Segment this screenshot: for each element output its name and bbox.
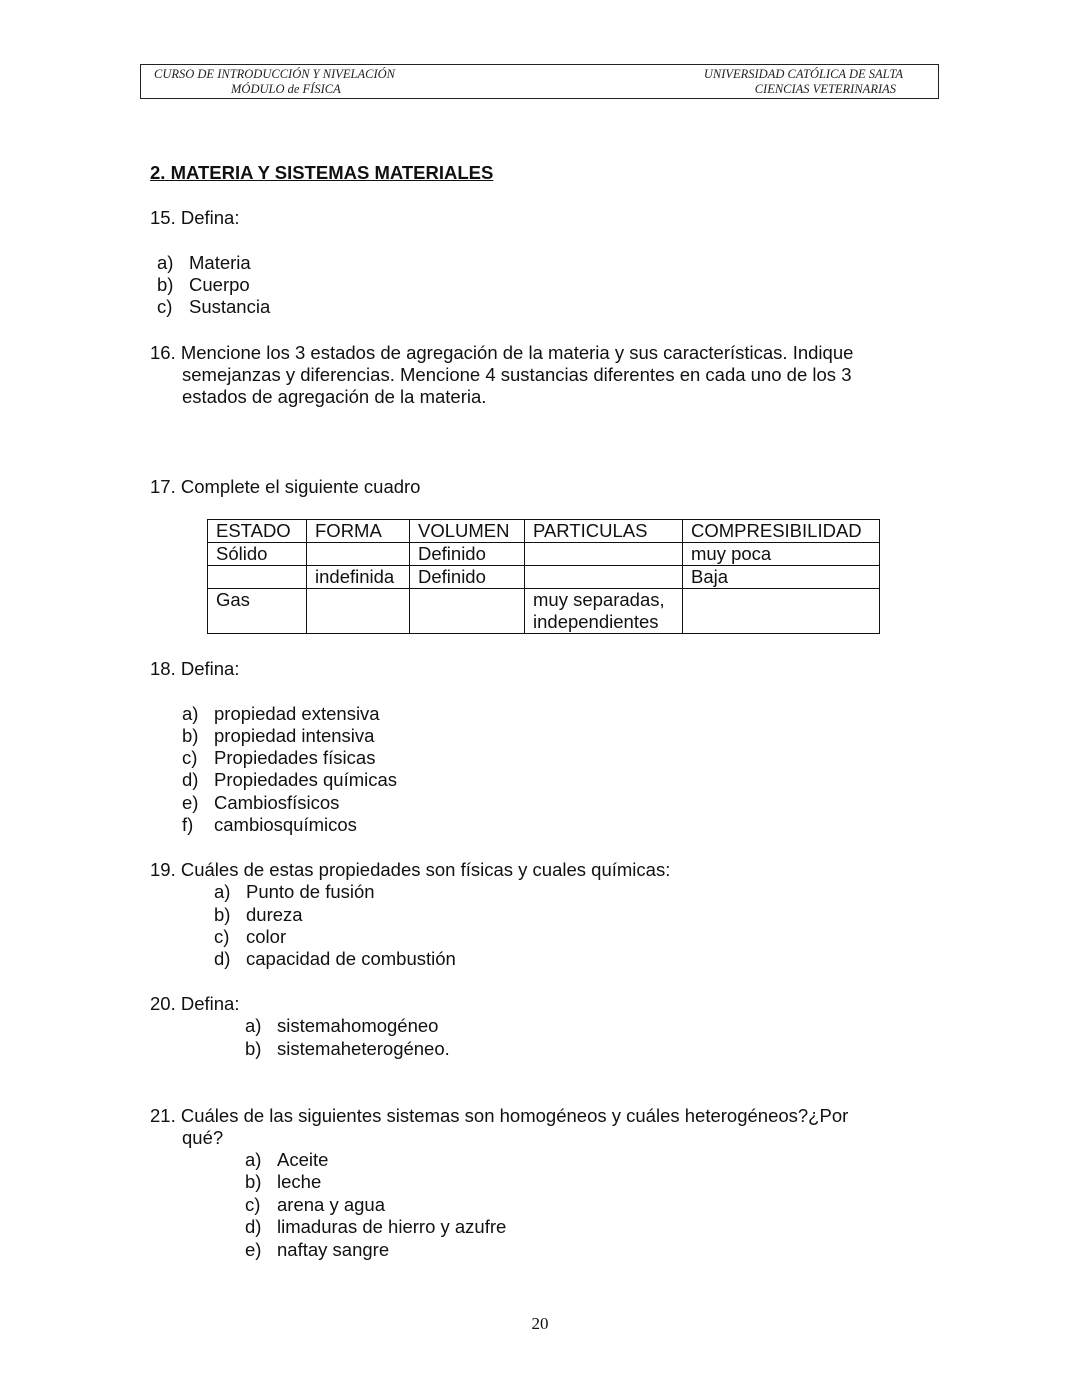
q18-item-e: Cambiosfísicos: [214, 792, 340, 813]
table-header-row: [208, 520, 880, 543]
table-cell: [307, 543, 410, 566]
q19-item-b: dureza: [246, 904, 303, 925]
q21-item-d: limaduras de hierro y azufre: [277, 1216, 507, 1237]
page-header: [140, 64, 939, 99]
q21-item-b: leche: [277, 1171, 322, 1192]
table-cell: [208, 566, 307, 589]
states-table: [207, 519, 880, 634]
table-cell: Sólido: [208, 543, 307, 566]
question-15-label: 15. Defina:: [150, 207, 240, 228]
q18-item-a-letter: a): [182, 703, 199, 724]
q21-item-a: Aceite: [277, 1149, 329, 1170]
header-cell-particulas: PARTICULAS: [525, 520, 683, 543]
header-module: MÓDULO de FÍSICA: [231, 82, 341, 96]
section-title: 2. MATERIA Y SISTEMAS MATERIALES: [150, 162, 494, 183]
table-cell: Definido: [410, 566, 525, 589]
q18-item-c-letter: c): [182, 747, 198, 768]
question-19-label: 19. Cuáles de estas propiedades son físicas y cuales químicas:: [150, 859, 671, 880]
q18-item-e-letter: e): [182, 792, 199, 813]
q15-item-c-letter: c): [157, 296, 173, 317]
q20-item-a: sistemahomogéneo: [277, 1015, 439, 1036]
header-cell-volumen: VOLUMEN: [410, 520, 525, 543]
question-21-line1: 21. Cuáles de las siguientes sistemas son homogéneos y cuáles heterogéneos?¿Por: [150, 1105, 849, 1126]
table-cell: [525, 566, 683, 589]
question-17-label: 17. Complete el siguiente cuadro: [150, 476, 421, 497]
table-cell: [525, 543, 683, 566]
question-16-line3: estados de agregación de la materia.: [182, 386, 487, 407]
question-20-label: 20. Defina:: [150, 993, 240, 1014]
q18-item-b: propiedad intensiva: [214, 725, 375, 746]
q18-item-b-letter: b): [182, 725, 199, 746]
table-cell: Definido: [410, 543, 525, 566]
header-university: UNIVERSIDAD CATÓLICA DE SALTA: [703, 67, 903, 81]
q21-item-c-letter: c): [245, 1194, 261, 1215]
question-18-label: 18. Defina:: [150, 658, 240, 679]
table-cell: [683, 589, 880, 634]
header-cell-forma: FORMA: [307, 520, 410, 543]
table-cell: [410, 589, 525, 634]
q18-item-c: Propiedades físicas: [214, 747, 376, 768]
table-row: [208, 543, 880, 566]
q19-item-d-letter: d): [214, 948, 231, 969]
question-16-line1: 16. Mencione los 3 estados de agregación de la materia y sus características. Indique: [150, 342, 854, 363]
q18-item-d-letter: d): [182, 769, 199, 790]
q18-item-d: Propiedades químicas: [214, 769, 398, 790]
table-cell: muy poca: [683, 543, 880, 566]
q19-item-b-letter: b): [214, 904, 231, 925]
table-cell: Baja: [683, 566, 880, 589]
q19-item-d: capacidad de combustión: [246, 948, 456, 969]
q18-item-a: propiedad extensiva: [214, 703, 380, 724]
header-faculty: CIENCIAS VETERINARIAS: [754, 82, 896, 96]
q19-item-a: Punto de fusión: [246, 881, 375, 902]
q21-item-d-letter: d): [245, 1216, 262, 1237]
q21-item-b-letter: b): [245, 1171, 262, 1192]
q19-item-c: color: [246, 926, 287, 947]
q19-item-a-letter: a): [214, 881, 231, 902]
header-cell-compresibilidad: COMPRESIBILIDAD: [683, 520, 880, 543]
header-course: CURSO DE INTRODUCCIÓN Y NIVELACIÓN: [154, 67, 395, 81]
q21-item-a-letter: a): [245, 1149, 262, 1170]
table-row: [208, 566, 880, 589]
gas-particulas-line1: muy separadas,: [533, 589, 665, 610]
q21-item-c: arena y agua: [277, 1194, 386, 1215]
q15-item-b-letter: b): [157, 274, 174, 295]
q21-item-e-letter: e): [245, 1239, 262, 1260]
q15-item-c: Sustancia: [189, 296, 271, 317]
q18-item-f-letter: f): [182, 814, 194, 835]
q19-item-c-letter: c): [214, 926, 230, 947]
q20-item-b-letter: b): [245, 1038, 262, 1059]
gas-particulas-line2: independientes: [533, 611, 659, 632]
q20-item-b: sistemaheterogéneo.: [277, 1038, 450, 1059]
q15-item-a-letter: a): [157, 252, 174, 273]
q18-item-f: cambiosquímicos: [214, 814, 357, 835]
header-cell-estado: ESTADO: [208, 520, 307, 543]
q20-item-a-letter: a): [245, 1015, 262, 1036]
q15-item-a: Materia: [189, 252, 251, 273]
table-cell: [307, 589, 410, 634]
q21-item-e: naftay sangre: [277, 1239, 390, 1260]
table-cell: Gas: [208, 589, 307, 634]
q15-item-b: Cuerpo: [189, 274, 250, 295]
table-cell: [525, 589, 683, 634]
table-row: [208, 589, 880, 634]
question-16-line2: semejanzas y diferencias. Mencione 4 sustancias diferentes en cada uno de los 3: [182, 364, 852, 385]
question-21-line2: qué?: [182, 1127, 224, 1148]
page-number: 20: [531, 1314, 549, 1333]
table-cell: indefinida: [307, 566, 410, 589]
